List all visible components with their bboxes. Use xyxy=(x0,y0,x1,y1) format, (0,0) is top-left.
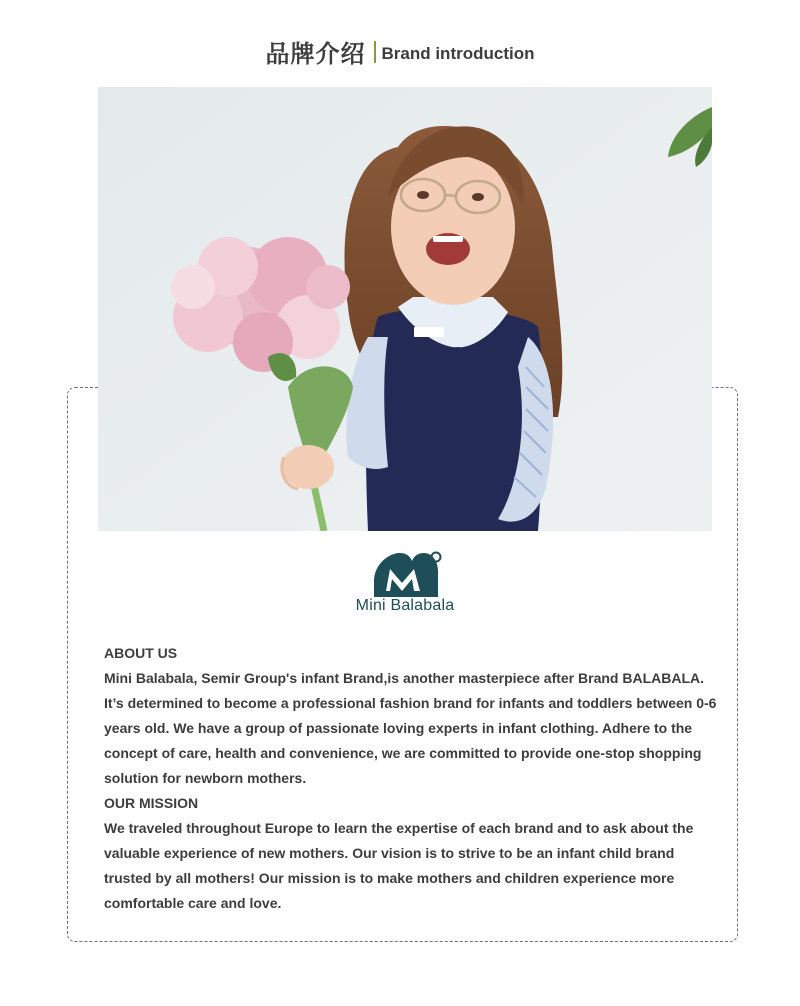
logo-wordmark: Mini Balabala xyxy=(355,597,455,614)
mission-heading: OUR MISSION xyxy=(104,795,199,811)
header-inner xyxy=(266,34,535,69)
mini-balabala-logo-icon xyxy=(340,551,470,599)
about-heading: ABOUT US xyxy=(104,645,178,661)
brand-photo xyxy=(98,87,712,531)
mission-text: We traveled throughout Europe to learn the expertise of each brand and to ask about the valuable experience of new mothers. Our vision is to strive to be an infant child brand trusted by all mothers! Our mission is to make mothers and children experience more comfortable care and love. xyxy=(104,820,694,911)
girl-with-flowers-photo-icon xyxy=(98,87,712,531)
title-chinese: 品牌介绍 xyxy=(265,40,366,68)
about-text: Mini Balabala, Semir Group's infant Brand,is another masterpiece after Brand BALABALA. It’s determined to become a professional fashion brand for infants and toddlers between 0-6 years old. We have a group of passionate loving experts in infant clothing. Adhere to the concept of care, health and convenience, we are committed to provide one-stop shopping solution for newborn mothers. xyxy=(104,670,717,786)
brand-description xyxy=(104,641,724,916)
title-divider xyxy=(374,41,376,63)
title-english: Brand introduction xyxy=(381,43,535,63)
section-header xyxy=(0,34,800,69)
brand-logo xyxy=(340,551,470,621)
